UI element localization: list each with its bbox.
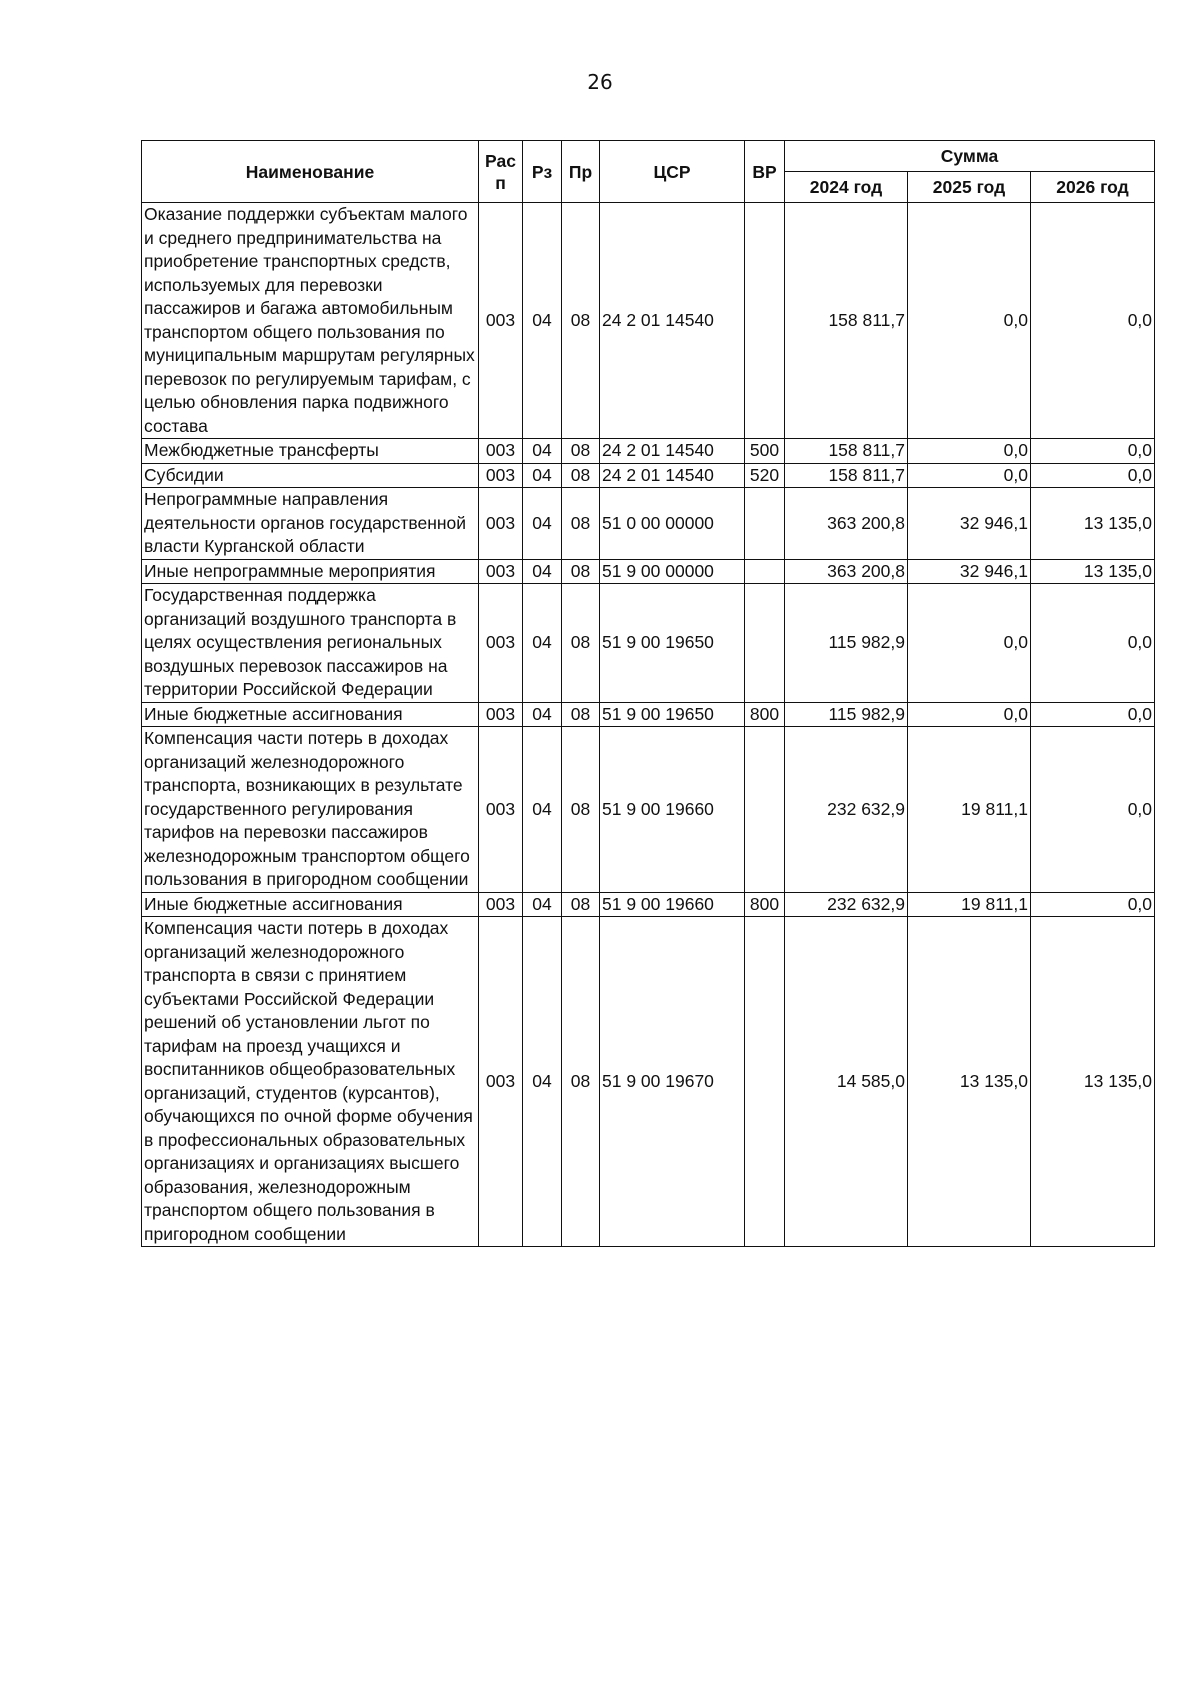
row-rasp: 003 <box>479 559 523 584</box>
row-rz: 04 <box>523 892 562 917</box>
row-vr: 500 <box>745 439 785 464</box>
row-vr <box>745 203 785 439</box>
header-vr: ВР <box>745 141 785 203</box>
table-row <box>142 488 1155 560</box>
table-row <box>142 917 1155 1247</box>
row-amount-2025: 0,0 <box>908 584 1031 703</box>
budget-table <box>141 140 1155 1247</box>
row-amount-2025: 0,0 <box>908 702 1031 727</box>
row-rasp: 003 <box>479 439 523 464</box>
row-amount-2024: 363 200,8 <box>785 488 908 560</box>
row-csr: 24 2 01 14540 <box>600 203 745 439</box>
row-vr <box>745 559 785 584</box>
row-name: Непрограммные направления деятельности органов государственной власти Курганской области <box>142 488 479 560</box>
row-name: Субсидии <box>142 463 479 488</box>
row-amount-2024: 158 811,7 <box>785 439 908 464</box>
row-name: Иные бюджетные ассигнования <box>142 892 479 917</box>
row-name: Межбюджетные трансферты <box>142 439 479 464</box>
row-rz: 04 <box>523 439 562 464</box>
row-name: Оказание поддержки субъектам малого и среднего предпринимательства на приобретение транспортных средств, используемых для перевозки пассажиров и багажа автомобильным транспортом общего пользования по муниципальным маршрутам регулярных перевозок по регулируемым тарифам, с целью обновления парка подвижного состава <box>142 203 479 439</box>
row-pr: 08 <box>562 917 600 1247</box>
row-vr: 520 <box>745 463 785 488</box>
row-vr <box>745 917 785 1247</box>
table-row <box>142 439 1155 464</box>
row-pr: 08 <box>562 702 600 727</box>
row-rz: 04 <box>523 559 562 584</box>
row-amount-2024: 158 811,7 <box>785 203 908 439</box>
row-csr: 51 9 00 19670 <box>600 917 745 1247</box>
row-csr: 51 9 00 19650 <box>600 702 745 727</box>
row-amount-2025: 0,0 <box>908 203 1031 439</box>
row-name: Иные непрограммные мероприятия <box>142 559 479 584</box>
row-pr: 08 <box>562 488 600 560</box>
row-pr: 08 <box>562 463 600 488</box>
row-name: Компенсация части потерь в доходах организаций железнодорожного транспорта, возникающих в результате государственного регулирования тарифов на перевозки пассажиров железнодорожным транспортом общего пользования в пригородном сообщении <box>142 727 479 893</box>
row-vr <box>745 727 785 893</box>
row-amount-2025: 19 811,1 <box>908 892 1031 917</box>
row-pr: 08 <box>562 203 600 439</box>
row-amount-2026: 0,0 <box>1031 702 1155 727</box>
row-name: Компенсация части потерь в доходах организаций железнодорожного транспорта в связи с принятием субъектами Российской Федерации решений об установлении льгот по тарифам на проезд учащихся и воспитанников общеобразовательных организаций, студентов (курсантов), обучающихся по очной форме обучения в профессиональных образовательных организациях и организациях высшего образования, железнодорожным транспортом общего пользования в пригородном сообщении <box>142 917 479 1247</box>
row-vr <box>745 584 785 703</box>
row-rasp: 003 <box>479 727 523 893</box>
row-rz: 04 <box>523 917 562 1247</box>
table-header <box>142 141 1155 203</box>
row-csr: 51 9 00 00000 <box>600 559 745 584</box>
row-csr: 24 2 01 14540 <box>600 463 745 488</box>
row-name: Государственная поддержка организаций воздушного транспорта в целях осуществления региональных воздушных перевозок пассажиров на территории Российской Федерации <box>142 584 479 703</box>
table-row <box>142 584 1155 703</box>
header-rz: Рз <box>523 141 562 203</box>
row-pr: 08 <box>562 439 600 464</box>
row-amount-2026: 0,0 <box>1031 203 1155 439</box>
row-rasp: 003 <box>479 584 523 703</box>
table-row <box>142 727 1155 893</box>
row-vr <box>745 488 785 560</box>
row-rasp: 003 <box>479 917 523 1247</box>
row-amount-2024: 14 585,0 <box>785 917 908 1247</box>
row-pr: 08 <box>562 727 600 893</box>
table-row <box>142 559 1155 584</box>
row-amount-2025: 19 811,1 <box>908 727 1031 893</box>
page-number: 26 <box>587 70 613 94</box>
row-amount-2025: 32 946,1 <box>908 488 1031 560</box>
row-pr: 08 <box>562 559 600 584</box>
row-vr: 800 <box>745 702 785 727</box>
row-rasp: 003 <box>479 702 523 727</box>
header-rasp: Рас п <box>479 141 523 203</box>
row-amount-2024: 232 632,9 <box>785 892 908 917</box>
row-csr: 51 9 00 19660 <box>600 892 745 917</box>
row-amount-2024: 363 200,8 <box>785 559 908 584</box>
row-rz: 04 <box>523 584 562 703</box>
row-amount-2025: 32 946,1 <box>908 559 1031 584</box>
row-amount-2026: 0,0 <box>1031 727 1155 893</box>
row-rz: 04 <box>523 463 562 488</box>
header-year-2025: 2025 год <box>908 172 1031 203</box>
row-pr: 08 <box>562 584 600 703</box>
row-vr: 800 <box>745 892 785 917</box>
row-name: Иные бюджетные ассигнования <box>142 702 479 727</box>
row-amount-2024: 158 811,7 <box>785 463 908 488</box>
row-rz: 04 <box>523 203 562 439</box>
table-row <box>142 463 1155 488</box>
row-amount-2026: 0,0 <box>1031 584 1155 703</box>
row-amount-2026: 0,0 <box>1031 892 1155 917</box>
row-rasp: 003 <box>479 892 523 917</box>
row-rz: 04 <box>523 488 562 560</box>
row-rasp: 003 <box>479 463 523 488</box>
row-amount-2025: 13 135,0 <box>908 917 1031 1247</box>
row-csr: 24 2 01 14540 <box>600 439 745 464</box>
table-row <box>142 203 1155 439</box>
row-amount-2024: 115 982,9 <box>785 584 908 703</box>
row-amount-2024: 115 982,9 <box>785 702 908 727</box>
row-rz: 04 <box>523 702 562 727</box>
header-year-2024: 2024 год <box>785 172 908 203</box>
table-row <box>142 702 1155 727</box>
row-pr: 08 <box>562 892 600 917</box>
row-amount-2025: 0,0 <box>908 439 1031 464</box>
header-csr: ЦСР <box>600 141 745 203</box>
header-name: Наименование <box>142 141 479 203</box>
row-amount-2026: 13 135,0 <box>1031 917 1155 1247</box>
header-year-2026: 2026 год <box>1031 172 1155 203</box>
header-pr: Пр <box>562 141 600 203</box>
row-amount-2026: 13 135,0 <box>1031 488 1155 560</box>
row-rasp: 003 <box>479 488 523 560</box>
row-amount-2024: 232 632,9 <box>785 727 908 893</box>
row-rasp: 003 <box>479 203 523 439</box>
table-body <box>142 203 1155 1247</box>
row-amount-2026: 0,0 <box>1031 463 1155 488</box>
row-amount-2026: 0,0 <box>1031 439 1155 464</box>
header-sum: Сумма <box>785 141 1155 172</box>
row-amount-2025: 0,0 <box>908 463 1031 488</box>
row-csr: 51 9 00 19660 <box>600 727 745 893</box>
row-amount-2026: 13 135,0 <box>1031 559 1155 584</box>
row-csr: 51 9 00 19650 <box>600 584 745 703</box>
row-rz: 04 <box>523 727 562 893</box>
table-row <box>142 892 1155 917</box>
row-csr: 51 0 00 00000 <box>600 488 745 560</box>
